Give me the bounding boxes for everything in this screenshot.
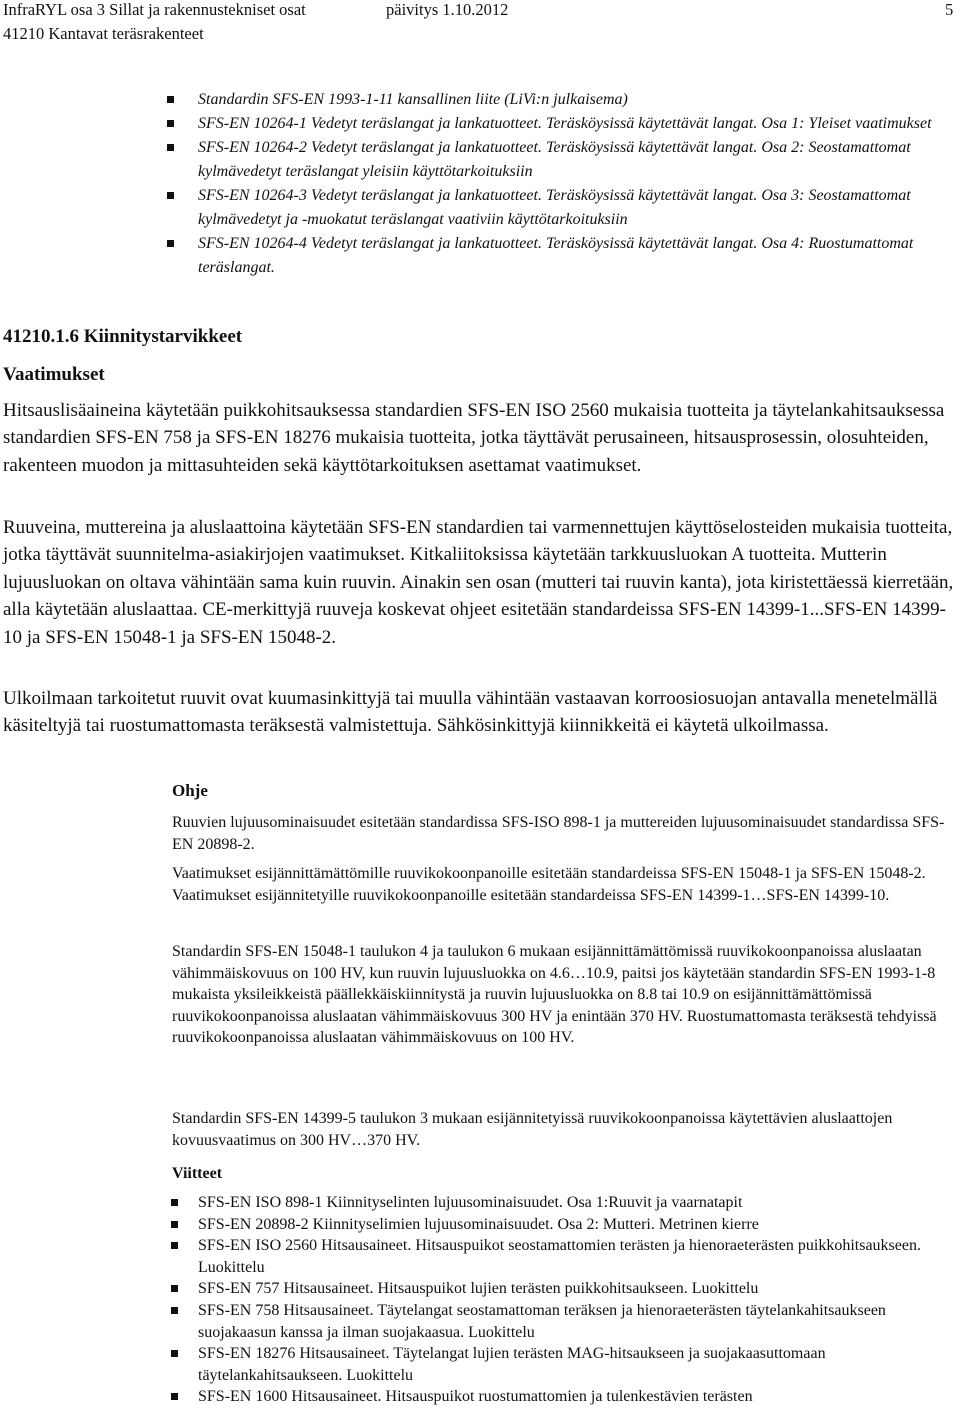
guidance-paragraph: Ruuvien lujuusominaisuudet esitetään standardissa SFS-ISO 898-1 ja muttereiden lujuusominaisuudet standardissa SFS-EN 20898-2. bbox=[172, 814, 945, 853]
standards-list-item: Standardin SFS-EN 1993-1-11 kansallinen liite (LiVi:n julkaisema) bbox=[198, 88, 958, 112]
section-heading: 41210.1.6 Kiinnitystarvikkeet bbox=[3, 326, 243, 347]
header-document-title: InfraRYL osa 3 Sillat ja rakennustekniset osat bbox=[3, 0, 306, 19]
reference-item: SFS-EN 757 Hitsausaineet. Hitsauspuikot lujien terästen puikkohitsaukseen. Luokittelu bbox=[198, 1278, 958, 1300]
guidance-paragraph: Standardin SFS-EN 14399-5 taulukon 3 mukaan esijännitetyissä ruuvikokoonpanoissa käytettävien aluslaattojen kovuusvaatimus on 300 HV…370 HV. bbox=[172, 1110, 893, 1149]
reference-item: SFS-EN ISO 898-1 Kiinnityselinten lujuusominaisuudet. Osa 1:Ruuvit ja vaarnatapit bbox=[198, 1192, 958, 1214]
header-date: päivitys 1.10.2012 bbox=[386, 0, 509, 19]
paragraph-welding-consumables: Hitsauslisäaineina käytetään puikkohitsauksessa standardien SFS-EN ISO 2560 mukaisia tuotteita ja täytelankahitsauksessa standardien SFS-EN 758 ja SFS-EN 18276 mukaisia tuotteita, jotka täyttävät perusaineen, hitsausprosessin, olosuhteiden, rakenteen muodon ja mittasuhteiden sekä käyttötarkoituksen asettamat vaatimukset. bbox=[3, 400, 945, 476]
standards-list bbox=[198, 88, 958, 280]
guidance-paragraph: Standardin SFS-EN 15048-1 taulukon 4 ja taulukon 6 mukaan esijännittämättömissä ruuvikokoonpanoissa aluslaatan vähimmäiskovuus on 100 HV, kun ruuvin lujuusluokka on 4.6…10.9, paitsi jos käytetään standardin SFS-EN 1993-1-8 mukaista yksileikkeistä päällekkäiskiinnitystä ja ruuvin lujuusluokka on 8.8 tai 10.9 on esijännittämättömissä ruuvikokoonpanoissa aluslaatan vähimmäiskovuus 300 HV ja enintään 370 HV. Ruostumattomasta teräksestä tehdyissä ruuvikokoonpanoissa aluslaatan vähimmäiskovuus on 100 HV. bbox=[172, 943, 937, 1047]
paragraph-outdoor-bolts: Ulkoilmaan tarkoitetut ruuvit ovat kuumasinkittyjä tai muulla vähintään vastaavan korroosiosuojan antavalla menetelmällä käsiteltyjä tai ruostumattomasta teräksestä valmistettuja. Sähkösinkittyjä kiinnikkeitä ei käytetä ulkoilmassa. bbox=[3, 688, 938, 737]
guidance-heading: Ohje bbox=[172, 781, 208, 800]
reference-item: SFS-EN 18276 Hitsausaineet. Täytelangat lujien terästen MAG-hitsaukseen ja suojakaasuttomaan täytelankahitsaukseen. Luokittelu bbox=[198, 1343, 958, 1386]
standards-list-item: SFS-EN 10264-2 Vedetyt teräslangat ja lankatuotteet. Teräsköysissä käytettävät langat. Osa 2: Seostamattomat kylmävedetyt teräslangat yleisiin käyttötarkoituksiin bbox=[198, 136, 958, 184]
paragraph-bolts-nuts: Ruuveina, muttereina ja aluslaattoina käytetään SFS-EN standardien tai varmennettujen käyttöselosteiden mukaisia tuotteita, jotka täyttävät suunnitelma-asiakirjojen vaatimukset. Kitkaliitoksissa käytetään tarkkuusluokan A tuotteita. Mutterin lujuusluokan on oltava vähintään sama kuin ruuvin. Ainakin sen osan (mutteri tai ruuvin kanta), jota kiristettäessä kierretään, alla käytetään aluslaattaa. CE-merkittyjä ruuveja koskevat ohjeet esitetään standardeissa SFS-EN 14399-1...SFS-EN 14399-10 ja SFS-EN 15048-1 ja SFS-EN 15048-2. bbox=[3, 517, 954, 648]
references-heading: Viitteet bbox=[172, 1165, 223, 1182]
reference-item: SFS-EN 758 Hitsausaineet. Täytelangat seostamattoman teräksen ja hienoraeterästen täytelankahitsaukseen suojakaasun kanssa ja ilman suojakaasua. Luokittelu bbox=[198, 1300, 958, 1343]
reference-item: SFS-EN ISO 2560 Hitsausaineet. Hitsauspuikot seostamattomien terästen ja hienoraeterästen puikkohitsaukseen. Luokittelu bbox=[198, 1235, 958, 1278]
standards-list-item: SFS-EN 10264-1 Vedetyt teräslangat ja lankatuotteet. Teräsköysissä käytettävät langat. Osa 1: Yleiset vaatimukset bbox=[198, 112, 958, 136]
standards-list-item: SFS-EN 10264-3 Vedetyt teräslangat ja lankatuotteet. Teräsköysissä käytettävät langat. Osa 3: Seostamattomat kylmävedetyt ja -muokatut teräslangat vaativiin käyttötarkoituksiin bbox=[198, 184, 958, 232]
standards-list-item: SFS-EN 10264-4 Vedetyt teräslangat ja lankatuotteet. Teräsköysissä käytettävät langat. Osa 4: Ruostumattomat teräslangat. bbox=[198, 232, 958, 280]
references-list bbox=[198, 1192, 958, 1408]
reference-item: SFS-EN 20898-2 Kiinnityselimien lujuusominaisuudet. Osa 2: Mutteri. Metrinen kierre bbox=[198, 1214, 958, 1236]
section-subheading: Vaatimukset bbox=[3, 364, 105, 385]
header-section-title: 41210 Kantavat teräsrakenteet bbox=[3, 24, 204, 43]
guidance-paragraph: Vaatimukset esijännittämättömille ruuvikokoonpanoille esitetään standardeissa SFS-EN 15048-1 ja SFS-EN 15048-2. Vaatimukset esijännitetyille ruuvikokoonpanoille esitetään standardeissa SFS-EN 14399-1…SFS-EN 14399-10. bbox=[172, 865, 926, 904]
page-number: 5 bbox=[945, 0, 954, 19]
reference-item: SFS-EN 1600 Hitsausaineet. Hitsauspuikot ruostumattomien ja tulenkestävien terästen bbox=[198, 1386, 958, 1408]
